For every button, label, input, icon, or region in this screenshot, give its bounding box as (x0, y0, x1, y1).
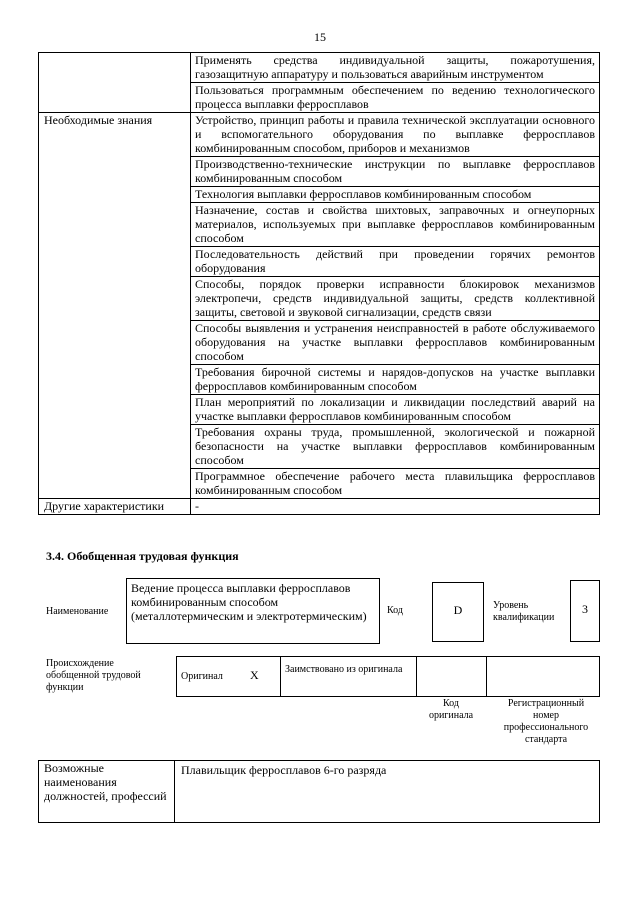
knowledge-cell: Программное обеспечение рабочего места плавильщика ферросплавов комбинированным способом (191, 469, 600, 499)
section-heading: 3.4. Обобщенная трудовая функция (46, 549, 239, 563)
reg-number-caption: Регистрационный номер профессионального стандарта (503, 698, 589, 745)
skill-cell: Пользоваться программным обеспечением по ведению технологического процесса выплавки ферросплавов (191, 83, 600, 113)
origin-label: Происхождение обобщенной трудовой функции (46, 658, 141, 693)
other-label: Другие характеристики (39, 499, 191, 515)
knowledge-cell: Требования охраны труда, промышленной, экологической и пожарной безопасности на участке выплавки ферросплавов комбинированным способом (191, 425, 600, 469)
level-value: 3 (570, 580, 600, 642)
positions-value: Плавильщик ферросплавов 6-го разряда (181, 763, 387, 777)
knowledge-cell: Производственно-технические инструкции по выплавке ферросплавов комбинированным способом (191, 157, 600, 187)
knowledge-cell: Последовательность действий при проведении горячих ремонтов оборудования (191, 247, 600, 277)
knowledge-cell: План мероприятий по локализации и ликвидации последствий аварий на участке выплавки ферросплавов комбинированным способом (191, 395, 600, 425)
code-original-caption: Код оригинала (428, 698, 474, 721)
name-value: Ведение процесса выплавки ферросплавов комбинированным способом (металлотермическим и электротермическим) (126, 578, 380, 644)
origin-table (176, 656, 600, 697)
code-label: Код (387, 605, 403, 616)
label-cell-empty (39, 53, 191, 113)
code-value: D (432, 582, 484, 642)
knowledge-cell: Способы, порядок проверки исправности блокировок механизмов электропечи, средств индивидуальной защиты, средств коллективной защиты, световой и звуковой сигнализации, средств связи (191, 277, 600, 321)
positions-label: Возможные наименования должностей, профессий (44, 761, 167, 803)
original-mark: X (250, 668, 259, 682)
knowledge-cell: Способы выявления и устранения неисправностей в работе обслуживаемого оборудования на участке выплавки ферросплавов комбинированным способом (191, 321, 600, 365)
requirements-table (38, 52, 600, 515)
knowledge-cell: Технология выплавки ферросплавов комбинированным способом (191, 187, 600, 203)
table-row (39, 53, 600, 83)
knowledge-label: Необходимые знания (39, 113, 191, 499)
page-number: 15 (314, 30, 326, 44)
level-label: Уровень квалификации (493, 600, 555, 623)
skill-cell: Применять средства индивидуальной защиты, пожаротушения, газозащитную аппаратуру и пользоваться аварийным инструментом (191, 53, 600, 83)
original-label: Оригинал (181, 671, 223, 682)
knowledge-cell: Требования бирочной системы и нарядов-допусков на участке выплавки ферросплавов комбинированным способом (191, 365, 600, 395)
borrowed-label: Заимствовано из оригинала (285, 664, 403, 675)
name-label: Наименование (46, 606, 109, 617)
knowledge-cell: Устройство, принцип работы и правила технической эксплуатации основного и вспомогательного оборудования по выплавке ферросплавов комбинированным способом, приборов и механизмов (191, 113, 600, 157)
other-value: - (191, 499, 600, 515)
knowledge-cell: Назначение, состав и свойства шихтовых, заправочных и огнеупорных материалов, используемых при выплавке ферросплавов комбинированным способом (191, 203, 600, 247)
table-row (39, 499, 600, 515)
table-row (39, 113, 600, 157)
